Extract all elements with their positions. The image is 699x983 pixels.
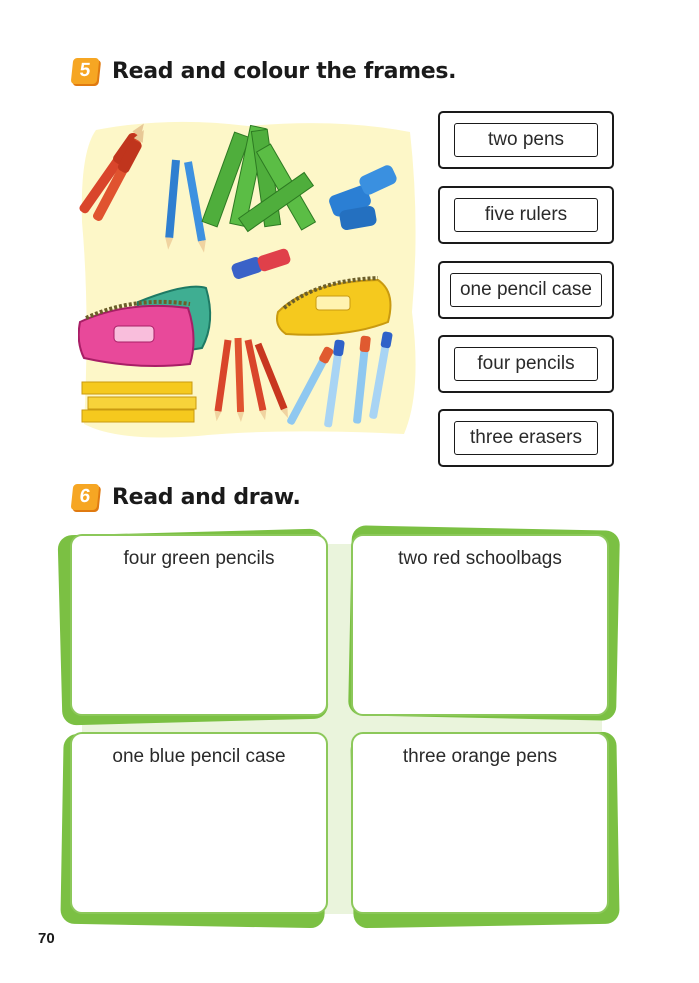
frame-label: four pencils — [454, 347, 598, 381]
exercise-title: Read and colour the frames. — [112, 58, 457, 84]
frame-label: one pencil case — [450, 273, 602, 307]
draw-panel-three-orange-pens[interactable] — [351, 732, 609, 914]
frame-three-erasers[interactable] — [438, 409, 614, 467]
page-number: 70 — [38, 930, 55, 947]
frame-label: five rulers — [454, 198, 598, 232]
exercise-number-badge: 5 — [71, 58, 100, 84]
frame-four-pencils[interactable] — [438, 335, 614, 393]
exercise-number-badge: 6 — [71, 484, 100, 510]
frame-two-pens[interactable] — [438, 111, 614, 169]
panel-label: one blue pencil case — [112, 746, 286, 767]
school-supplies-illustration — [78, 112, 423, 442]
frame-label: two pens — [454, 123, 598, 157]
draw-panel-one-blue-pencil-case[interactable] — [70, 732, 328, 914]
exercise-6-header — [72, 484, 301, 510]
frame-label: three erasers — [454, 421, 598, 455]
exercise-5-header — [72, 58, 456, 84]
draw-panel-four-green-pencils[interactable] — [70, 534, 328, 716]
yellow-rulers-icon — [82, 382, 196, 422]
exercise-title: Read and draw. — [112, 484, 301, 510]
drawing-grid — [60, 524, 620, 928]
draw-panel-two-red-schoolbags[interactable] — [351, 534, 609, 716]
frame-five-rulers[interactable] — [438, 186, 614, 244]
frame-one-pencil-case[interactable] — [438, 261, 614, 319]
panel-label: four green pencils — [123, 548, 275, 569]
panel-label: three orange pens — [402, 746, 558, 767]
panel-label: two red schoolbags — [398, 548, 562, 569]
